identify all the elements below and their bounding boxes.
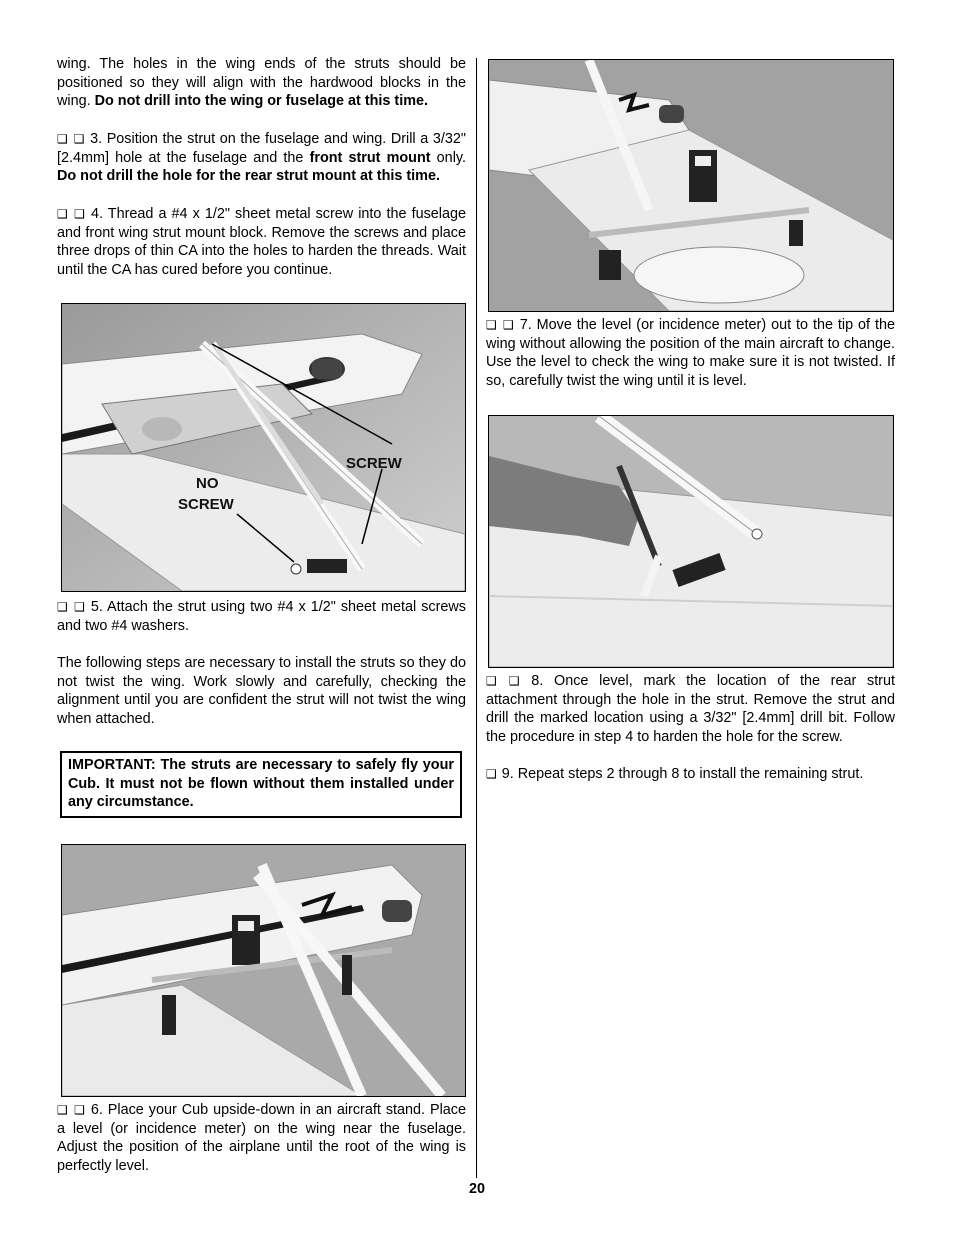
checkbox-icon[interactable]: ❑ ❑ [57,207,86,221]
step-7-paragraph: ❑ ❑ 7. Move the level (or incidence meter) out to the tip of the wing without allowing the position of the main aircraft to change. Use the level to check the wing to make sure it is not twisted. If so, carefully twist the wing until it is level. [486,317,895,390]
photo-level-near-fuselage [61,844,466,1097]
checkbox-icon[interactable]: ❑ ❑ [486,318,515,332]
checkbox-icon[interactable]: ❑ ❑ [57,132,86,146]
label-no: NO [196,475,219,492]
photo-mark-rear-strut [488,415,894,668]
following-steps-paragraph: The following steps are necessary to install the struts so they do not twist the wing. Work slowly and carefully, checking the alignment until you are confident the strut will not twist the wing when attached. [57,655,466,728]
step-5-paragraph: ❑ ❑ 5. Attach the strut using two #4 x 1/2" sheet metal screws and two #4 washers. [57,599,466,634]
photo-strut-screw-positions [61,303,466,592]
step-8-paragraph: ❑ ❑ 8. Once level, mark the location of the rear strut attachment through the hole in the strut. Remove the strut and drill the marked location using a 3/32" [2.4mm] drill bit. Follow the procedure in step 4 to harden the hole for the screw. [486,673,895,746]
step-3-paragraph: ❑ ❑ 3. Position the strut on the fuselage and wing. Drill a 3/32" [2.4mm] hole at the fuselage and the front strut mount only. Do not drill the hole for the rear strut mount at this time. [57,131,467,185]
label-no-screw: SCREW [178,496,234,513]
step-6-paragraph: ❑ ❑ 6. Place your Cub upside-down in an aircraft stand. Place a level (or incidence meter) on the wing near the fuselage. Adjust the position of the airplane until the root of the wing is perfectly level. [57,1102,466,1175]
label-screw: SCREW [346,455,402,472]
step-4-paragraph: ❑ ❑ 4. Thread a #4 x 1/2" sheet metal screw into the fuselage and front wing strut mount block. Remove the screws and place three drops of thin CA into the holes to harden the threads. Wait until the CA has cured before you continue. [57,206,466,279]
page-number: 20 [468,1181,485,1197]
checkbox-icon[interactable]: ❑ ❑ [57,600,86,614]
step-9-paragraph: ❑ 9. Repeat steps 2 through 8 to install the remaining strut. [486,766,864,782]
checkbox-icon[interactable]: ❑ ❑ [57,1103,86,1117]
column-divider [476,58,477,1178]
photo-level-at-wing-tip [488,59,894,312]
important-notice-box: IMPORTANT: The struts are necessary to safely fly your Cub. It must not be flown without them installed under any circumstance. [60,751,462,818]
checkbox-icon[interactable]: ❑ ❑ [486,674,521,688]
checkbox-icon[interactable]: ❑ [486,767,498,781]
intro-paragraph: wing. The holes in the wing ends of the struts should be positioned so they will align with the hardwood blocks in the wing. Do not drill into the wing or fuselage at this time. [57,56,466,110]
